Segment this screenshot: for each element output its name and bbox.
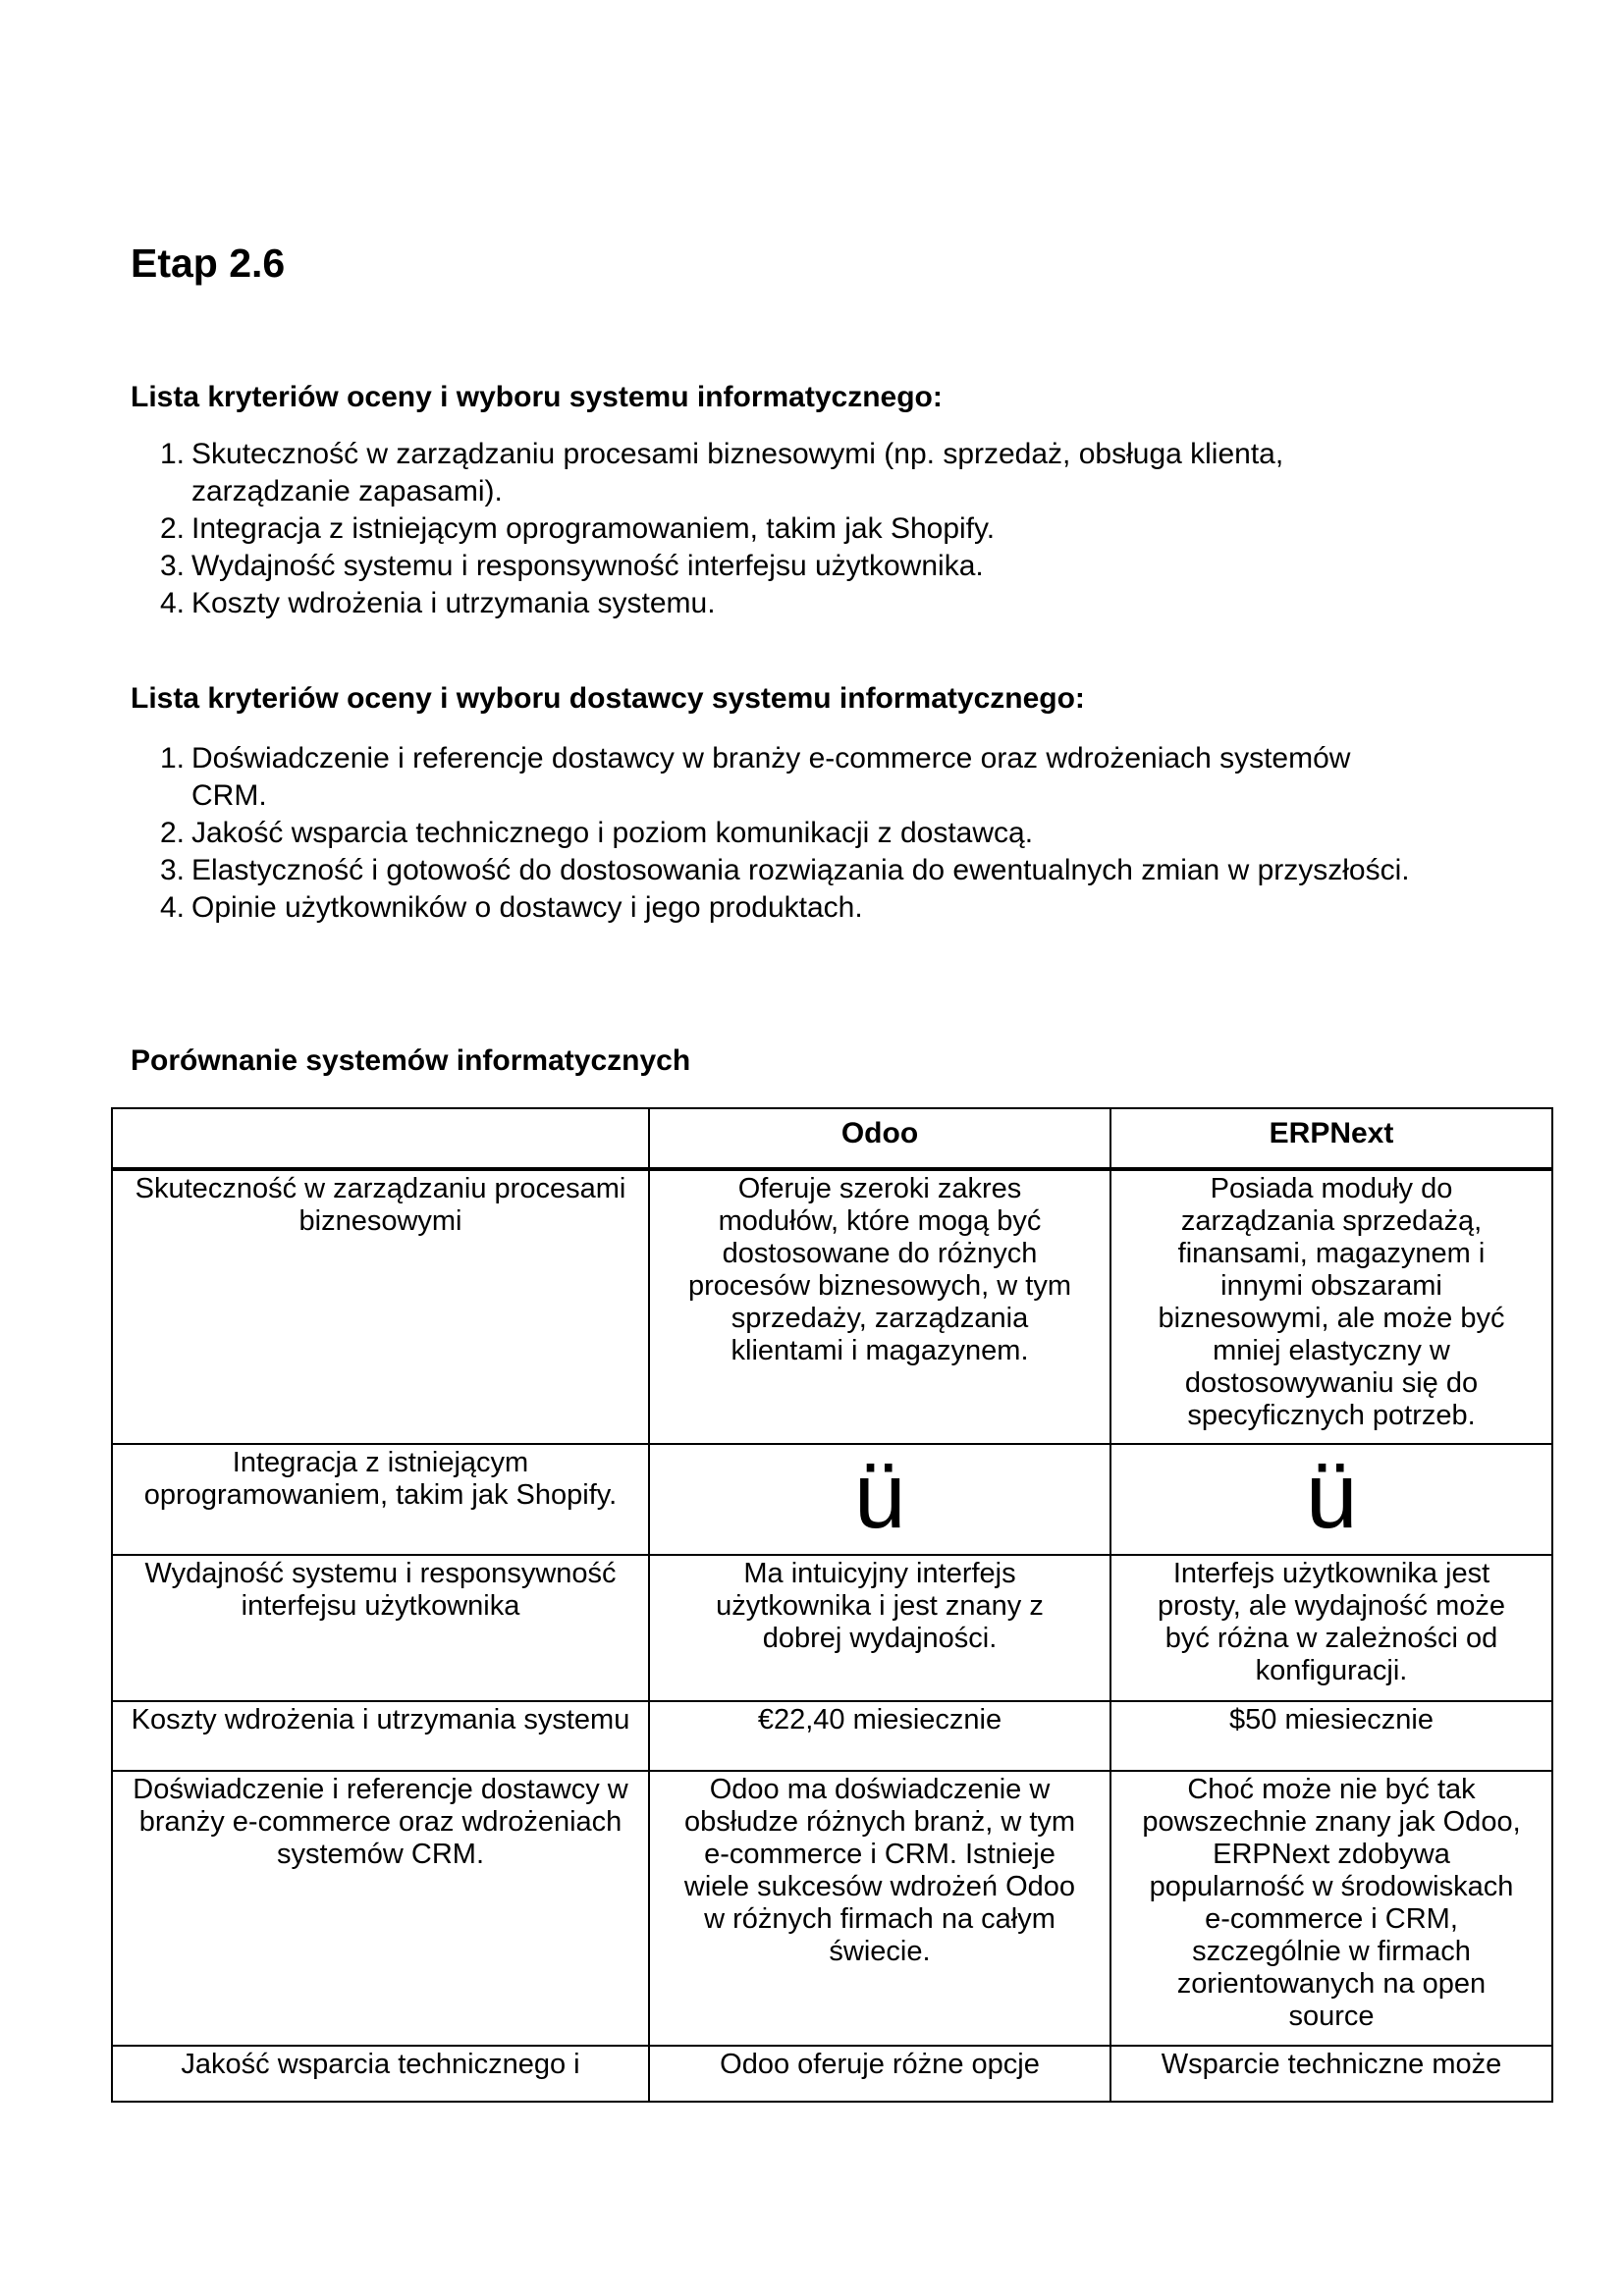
table-row	[112, 1169, 1552, 1444]
list-item	[160, 815, 1427, 852]
list-item-number: 2.	[160, 817, 186, 849]
header-cell-erpnext: ERPNext	[1110, 1108, 1552, 1169]
list-item-number: 1.	[160, 742, 186, 774]
odoo-cell: Ma intuicyjny interfejs użytkownika i jest znany z dobrej wydajności.	[649, 1555, 1110, 1701]
table-row	[112, 1771, 1552, 2046]
erpnext-cell: Interfejs użytkownika jest prosty, ale wydajność może być różna w zależności od konfiguracji.	[1110, 1555, 1552, 1701]
odoo-cell: Odoo ma doświadczenie w obsłudze różnych branż, w tym e-commerce i CRM. Istnieje wiele sukcesów wdrożeń Odoo w różnych firmach na całym świecie.	[649, 1771, 1110, 2046]
odoo-cell: Oferuje szeroki zakres modułów, które mogą być dostosowane do różnych procesów biznesowych, w tym sprzedaży, zarządzania klientami i magazynem.	[649, 1169, 1110, 1444]
list-item-number: 4.	[160, 891, 186, 924]
criterion-cell: Integracja z istniejącym oprogramowaniem, takim jak Shopify.	[112, 1444, 649, 1555]
criterion-cell: Doświadczenie i referencje dostawcy w branży e-commerce oraz wdrożeniach systemów CRM.	[112, 1771, 649, 2046]
list-item-number: 4.	[160, 587, 186, 619]
table-header-row	[112, 1108, 1552, 1169]
table-row	[112, 1701, 1552, 1771]
table-row	[112, 1444, 1552, 1555]
list-item-text: Doświadczenie i referencje dostawcy w branży e-commerce oraz wdrożeniach systemów CRM.	[191, 742, 1351, 812]
erpnext-cell: Posiada moduły do zarządzania sprzedażą, finansami, magazynem i innymi obszarami biznesowymi, ale może być mniej elastyczny w dostosowywaniu się do specyficznych potrzeb.	[1110, 1169, 1552, 1444]
erpnext-cell: Wsparcie techniczne może	[1110, 2046, 1552, 2102]
list-item-text: Elastyczność i gotowość do dostosowania rozwiązania do ewentualnych zmian w przyszłości.	[191, 854, 1410, 886]
list-item-number: 3.	[160, 854, 186, 886]
checkmark-glyph: ü	[1110, 1444, 1552, 1555]
header-cell-criterion	[112, 1108, 649, 1169]
list-item-text: Koszty wdrożenia i utrzymania systemu.	[191, 587, 716, 619]
list-item-text: Jakość wsparcia technicznego i poziom komunikacji z dostawcą.	[191, 817, 1034, 849]
comparison-table	[111, 1107, 1553, 2103]
criterion-cell: Jakość wsparcia technicznego i	[112, 2046, 649, 2102]
list-item-text: Wydajność systemu i responsywność interfejsu użytkownika.	[191, 550, 984, 582]
list-item-text: Opinie użytkowników o dostawcy i jego produktach.	[191, 891, 863, 924]
criterion-cell: Skuteczność w zarządzaniu procesami biznesowymi	[112, 1169, 649, 1444]
system-criteria-list	[160, 436, 1427, 622]
erpnext-cell: Choć może nie być tak powszechnie znany jak Odoo, ERPNext zdobywa popularność w środowiskach e-commerce i CRM, szczególnie w firmach zorientowanych na open source	[1110, 1771, 1552, 2046]
list-item	[160, 889, 1427, 927]
list-item	[160, 436, 1427, 510]
checkmark-glyph: ü	[649, 1444, 1110, 1555]
list-item	[160, 510, 1427, 548]
erpnext-cell: $50 miesiecznie	[1110, 1701, 1552, 1771]
list-item-number: 2.	[160, 512, 186, 545]
list-item	[160, 585, 1427, 622]
list-item	[160, 740, 1427, 815]
header-cell-odoo: Odoo	[649, 1108, 1110, 1169]
criterion-cell: Koszty wdrożenia i utrzymania systemu	[112, 1701, 649, 1771]
table-row	[112, 1555, 1552, 1701]
list-item-number: 3.	[160, 550, 186, 582]
list-item-text: Integracja z istniejącym oprogramowaniem, takim jak Shopify.	[191, 512, 996, 545]
list-item-number: 1.	[160, 438, 186, 470]
table-row-truncated	[112, 2046, 1552, 2102]
section-heading-system-criteria: Lista kryteriów oceny i wyboru systemu informatycznego:	[131, 381, 943, 413]
odoo-cell: Odoo oferuje różne opcje	[649, 2046, 1110, 2102]
list-item	[160, 852, 1427, 889]
list-item	[160, 548, 1427, 585]
vendor-criteria-list	[160, 740, 1427, 927]
list-item-text: Skuteczność w zarządzaniu procesami biznesowymi (np. sprzedaż, obsługa klienta, zarządzanie zapasami).	[191, 438, 1284, 507]
section-heading-comparison: Porównanie systemów informatycznych	[131, 1044, 691, 1077]
odoo-cell: €22,40 miesiecznie	[649, 1701, 1110, 1771]
document-title: Etap 2.6	[131, 240, 286, 286]
section-heading-vendor-criteria: Lista kryteriów oceny i wyboru dostawcy systemu informatycznego:	[131, 682, 1085, 715]
criterion-cell: Wydajność systemu i responsywność interfejsu użytkownika	[112, 1555, 649, 1701]
